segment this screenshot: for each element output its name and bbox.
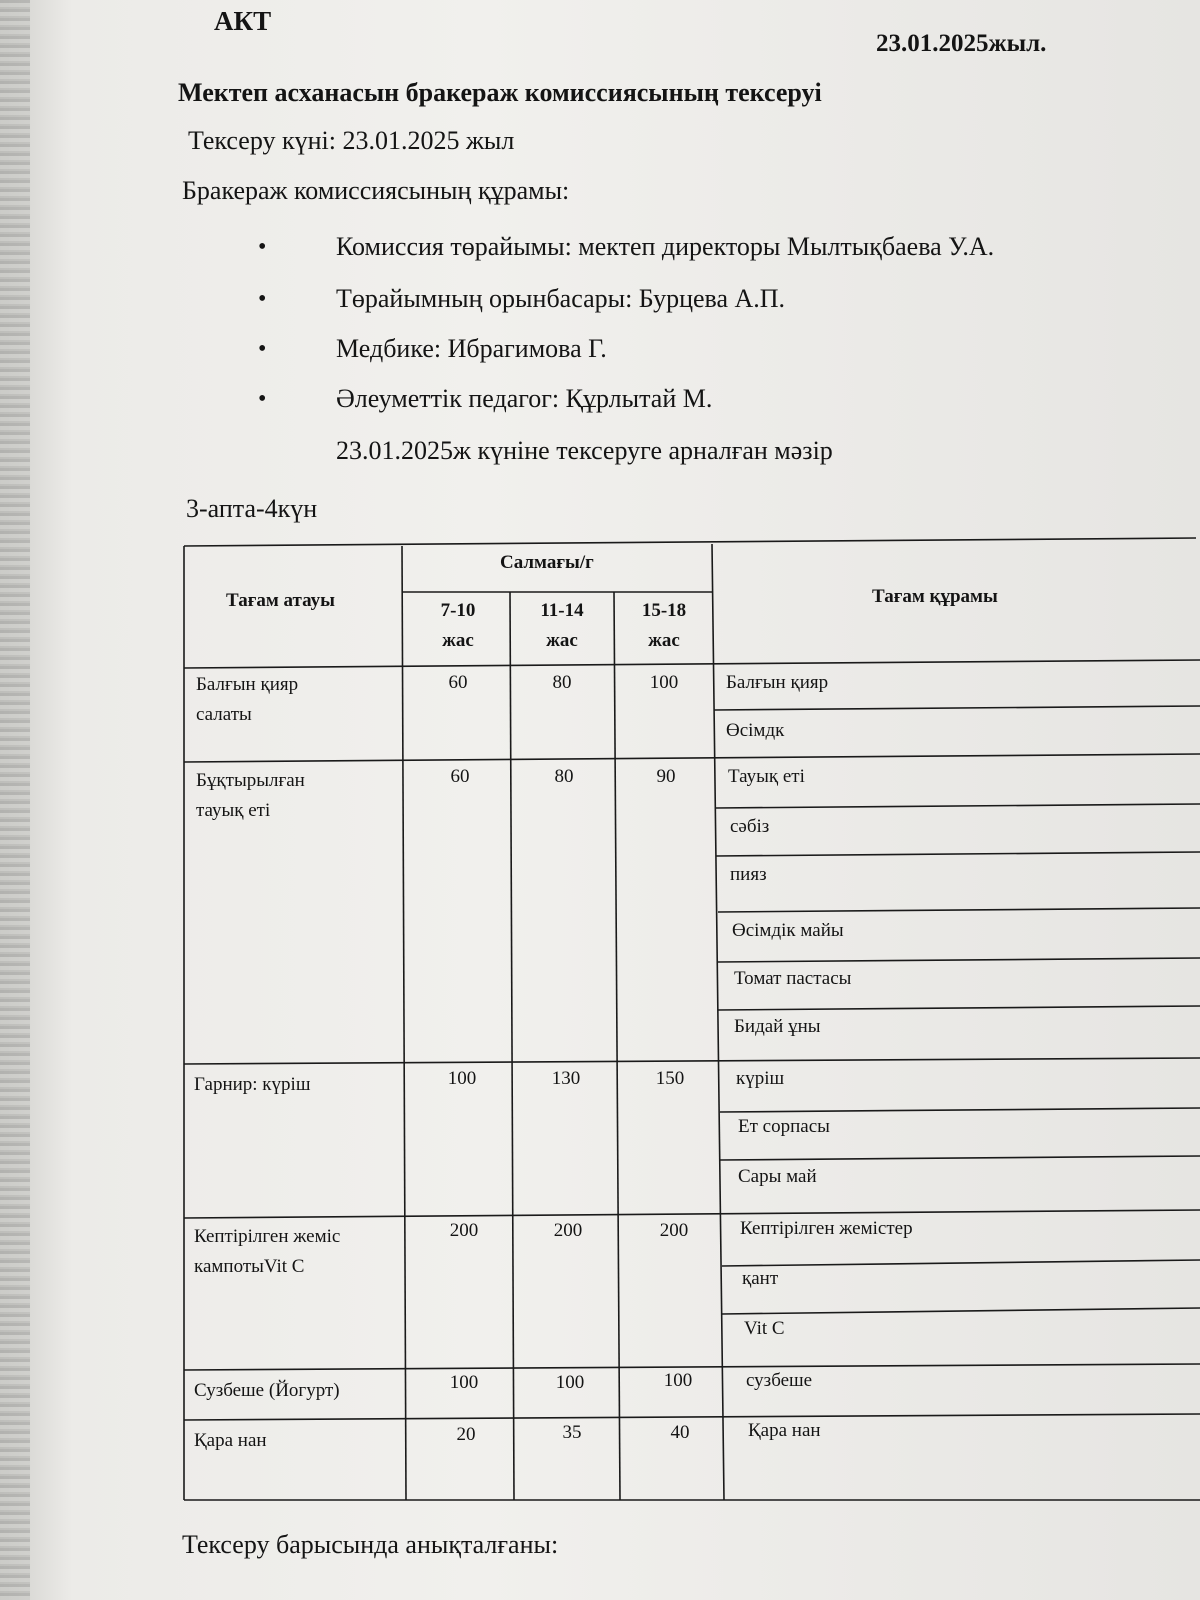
table-row-ingredient: Балғын қияр bbox=[726, 672, 829, 693]
table-row-weight: 100 bbox=[649, 672, 679, 693]
document-date: 23.01.2025жыл. bbox=[876, 30, 1047, 57]
header-age-15-18-unit: жас bbox=[648, 630, 680, 651]
table-row-weight: 80 bbox=[552, 672, 572, 693]
bullet-icon: • bbox=[258, 286, 267, 312]
member-chair: Комиссия төрайымы: мектеп директоры Мылтықбаева У.А. bbox=[336, 232, 995, 261]
header-age-7-10: 7-10 bbox=[440, 600, 476, 621]
table-row-weight: 20 bbox=[456, 1424, 476, 1445]
table-row-weight: 40 bbox=[670, 1422, 690, 1443]
table-row-weight: 100 bbox=[555, 1372, 585, 1393]
table-row-weight: 150 bbox=[655, 1068, 685, 1089]
header-age-11-14-unit: жас bbox=[546, 630, 578, 651]
table-row-ingredient: Vit C bbox=[744, 1318, 785, 1339]
table-row-dish: Бұқтырылған bbox=[196, 770, 305, 791]
table-row-dish: Гарнир: күріш bbox=[194, 1074, 311, 1095]
member-nurse: Медбике: Ибрагимова Г. bbox=[336, 334, 607, 363]
table-row-weight: 100 bbox=[663, 1370, 693, 1391]
table-row-weight: 200 bbox=[553, 1220, 583, 1241]
table-row-ingredient: күріш bbox=[736, 1068, 785, 1089]
header-weight: Салмағы/г bbox=[500, 552, 594, 573]
table-row-dish: кампотыVit C bbox=[194, 1256, 305, 1277]
header-composition: Тағам құрамы bbox=[872, 586, 998, 607]
page-edge-shadow bbox=[0, 0, 30, 1600]
table-row-dish: салаты bbox=[196, 704, 252, 725]
member-social-pedagogue: Әлеуметтік педагог: Құрлытай М. bbox=[336, 384, 713, 413]
table-row-weight: 35 bbox=[562, 1422, 582, 1443]
table-row-dish: Кептірілген жеміс bbox=[194, 1226, 341, 1247]
table-row-weight: 130 bbox=[551, 1068, 581, 1089]
table-row-ingredient: Өсімдк bbox=[726, 720, 785, 741]
inspection-date: Тексеру күні: 23.01.2025 жыл bbox=[188, 126, 515, 155]
table-row-ingredient: сузбеше bbox=[746, 1370, 813, 1391]
week-day-label: 3-апта-4күн bbox=[186, 494, 318, 523]
commission-heading: Бракераж комиссиясының құрамы: bbox=[182, 176, 570, 205]
table-row-ingredient: сәбіз bbox=[730, 816, 770, 837]
table-row-dish: Балғын қияр bbox=[196, 674, 299, 695]
table-row-ingredient: Өсімдік майы bbox=[732, 920, 844, 941]
findings-heading: Тексеру барысында анықталғаны: bbox=[182, 1530, 559, 1559]
table-row-weight: 100 bbox=[449, 1372, 479, 1393]
header-age-11-14: 11-14 bbox=[540, 600, 584, 621]
bullet-icon: • bbox=[258, 336, 267, 362]
table-row-dish: Сузбеше (Йогурт) bbox=[194, 1380, 340, 1401]
table-row-weight: 90 bbox=[656, 766, 676, 787]
table-row-weight: 60 bbox=[450, 766, 470, 787]
table-row-ingredient: Бидай ұны bbox=[734, 1016, 821, 1037]
table-row-ingredient: Тауық еті bbox=[728, 766, 805, 787]
table-row-ingredient: Кептірілген жемістер bbox=[740, 1218, 913, 1239]
table-row-ingredient: пияз bbox=[730, 864, 767, 885]
table-row-weight: 100 bbox=[447, 1068, 477, 1089]
table-row-ingredient: Қара нан bbox=[748, 1420, 821, 1441]
table-row-weight: 200 bbox=[659, 1220, 689, 1241]
table-row-ingredient: Ет сорпасы bbox=[738, 1116, 830, 1137]
table-row-ingredient: қант bbox=[742, 1268, 779, 1289]
table-row-weight: 60 bbox=[448, 672, 468, 693]
table-row-dish: Қара нан bbox=[194, 1430, 267, 1451]
table-row-weight: 200 bbox=[449, 1220, 479, 1241]
bullet-icon: • bbox=[258, 234, 267, 260]
member-deputy: Төрайымның орынбасары: Бурцева А.П. bbox=[336, 284, 786, 313]
document-title: Мектеп асханасын бракераж комиссиясының тексеруі bbox=[178, 78, 822, 107]
header-age-7-10-unit: жас bbox=[442, 630, 474, 651]
header-dish-name: Тағам атауы bbox=[226, 590, 335, 611]
menu-heading: 23.01.2025ж күніне тексеруге арналған мәзір bbox=[336, 436, 833, 465]
table-row-ingredient: Сары май bbox=[738, 1166, 817, 1187]
act-label: АКТ bbox=[214, 6, 272, 36]
header-age-15-18: 15-18 bbox=[641, 600, 687, 621]
bullet-icon: • bbox=[258, 386, 267, 412]
table-row-weight: 80 bbox=[554, 766, 574, 787]
table-row-ingredient: Томат пастасы bbox=[734, 968, 852, 989]
table-row-dish: тауық еті bbox=[196, 800, 271, 821]
